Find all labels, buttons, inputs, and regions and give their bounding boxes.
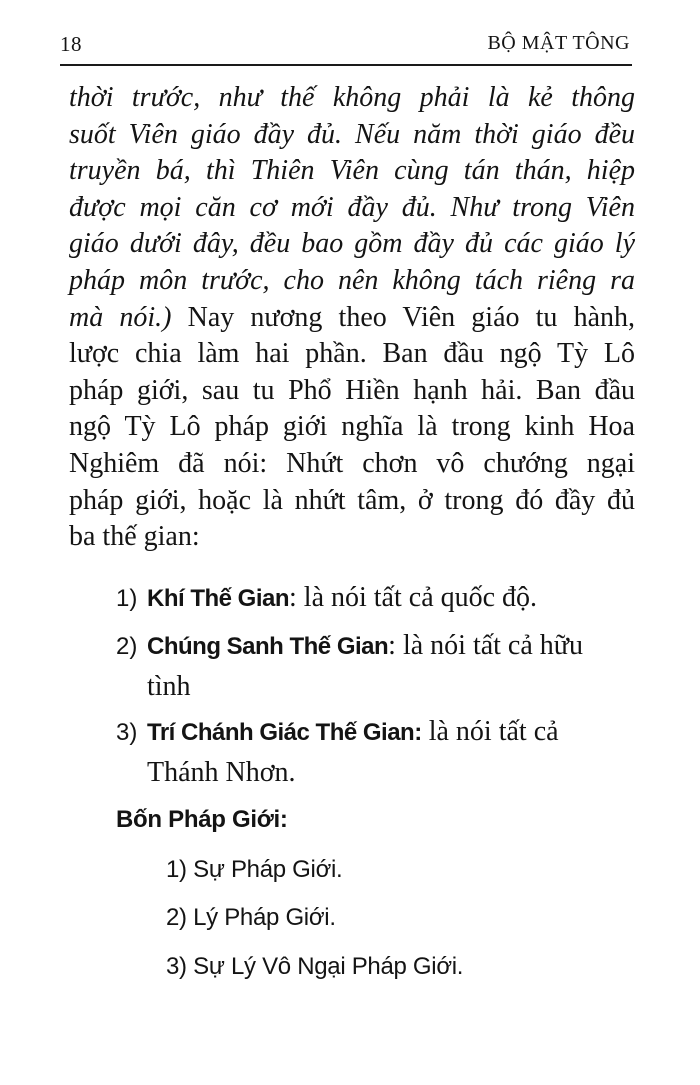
regular-fragment: Nay nương theo Viên giáo tu hành, xyxy=(171,301,636,333)
section-heading: Bốn Pháp Giới: xyxy=(116,806,288,833)
body-line: truyền bá, thì Thiên Viên cùng tán thán, hiệp xyxy=(69,155,635,187)
list-item xyxy=(116,578,636,619)
body-line xyxy=(69,300,635,337)
body-line: suốt Viên giáo đầy đủ. Nếu năm thời giáo đều xyxy=(69,118,635,150)
body-line: ba thế gian: xyxy=(69,521,200,553)
sub-list-item: 1) Sự Pháp Giới. xyxy=(166,856,343,883)
item-term: Khí Thế Gian xyxy=(147,585,290,612)
sub-list-item: 3) Sự Lý Vô Ngại Pháp Giới. xyxy=(166,953,464,980)
list-item xyxy=(116,626,636,707)
item-continuation: Thánh Nhơn. xyxy=(147,757,296,788)
body-line: pháp môn trước, cho nên không tách riêng ra xyxy=(69,264,635,296)
page-header xyxy=(60,32,630,62)
body-paragraph xyxy=(69,80,635,556)
body-line: được mọi căn cơ mới đầy đủ. Như trong Viên xyxy=(69,191,635,223)
body-line: pháp giới, sau tu Phổ Hiền hạnh hải. Ban đầu xyxy=(69,374,635,406)
item-description: : là nói tất cả hữu xyxy=(388,630,583,661)
page-number: 18 xyxy=(60,32,82,56)
item-continuation: tình xyxy=(147,671,191,702)
item-number: 2) xyxy=(116,633,138,660)
item-term: Trí Chánh Giác Thế Gian: xyxy=(147,719,422,746)
item-first-line xyxy=(116,712,636,753)
body-line: Nghiêm đã nói: Nhứt chơn vô chướng ngại xyxy=(69,447,635,479)
header-rule xyxy=(60,64,632,66)
item-first-line xyxy=(116,626,636,667)
running-title: BỘ MẬT TÔNG xyxy=(487,32,630,54)
item-number: 1) xyxy=(116,585,138,612)
body-line: ngộ Tỳ Lô pháp giới nghĩa là trong kinh Hoa xyxy=(69,411,635,443)
item-number: 3) xyxy=(116,719,138,746)
item-description: là nói tất cả xyxy=(421,716,559,747)
sub-list-item: 2) Lý Pháp Giới. xyxy=(166,904,336,931)
italic-fragment: mà nói.) xyxy=(69,301,172,333)
body-line: pháp giới, hoặc là nhứt tâm, ở trong đó đầy đủ xyxy=(69,484,635,516)
body-line: lược chia làm hai phần. Ban đầu ngộ Tỳ Lô xyxy=(69,338,635,370)
body-line: giáo dưới đây, đều bao gồm đầy đủ các giáo lý xyxy=(69,228,635,260)
list-item xyxy=(116,712,636,793)
body-line: thời trước, như thế không phải là kẻ thông xyxy=(69,82,635,113)
item-term: Chúng Sanh Thế Gian xyxy=(147,633,389,660)
item-description: : là nói tất cả quốc độ. xyxy=(289,582,538,613)
